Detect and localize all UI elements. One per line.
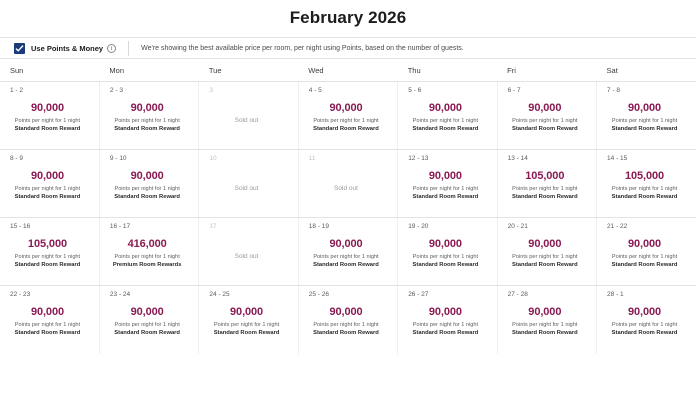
calendar-week-row: [0, 82, 696, 150]
points-per-night-label: Points per night for 1 night: [313, 118, 379, 124]
weekday-header-wed: Wed: [298, 59, 397, 82]
calendar-week-row: [0, 150, 696, 218]
sold-out-label: Sold out: [234, 185, 259, 192]
calendar-day-cell[interactable]: [497, 82, 596, 150]
day-price-block[interactable]: [100, 170, 194, 201]
points-per-night-label: Points per night for 1 night: [512, 322, 578, 328]
points-per-night-label: Points per night for 1 night: [611, 186, 678, 192]
points-amount: 90,000: [428, 102, 462, 114]
points-amount: 90,000: [329, 306, 363, 318]
calendar-day-cell[interactable]: [0, 218, 99, 286]
calendar-day-cell[interactable]: [99, 150, 198, 218]
day-range-label: 18 - 19: [308, 223, 330, 230]
info-icon[interactable]: i: [107, 44, 116, 53]
day-range-label: 26 - 27: [408, 291, 429, 298]
day-price-block[interactable]: [597, 170, 692, 201]
day-price-block[interactable]: [498, 238, 592, 269]
points-amount: 90,000: [30, 306, 64, 318]
reward-type-label: Standard Room Reward: [611, 262, 678, 268]
points-per-night-label: Points per night for 1 night: [313, 322, 379, 328]
calendar-day-cell[interactable]: [398, 82, 497, 150]
reward-type-label: Standard Room Reward: [313, 126, 379, 132]
day-cell-inner: [398, 218, 496, 285]
points-per-night-label: Points per night for 1 night: [14, 186, 81, 192]
points-amount: 90,000: [230, 306, 264, 318]
weekday-header-sun: Sun: [0, 59, 99, 82]
day-range-label: 3: [209, 87, 213, 94]
reward-type-label: Standard Room Reward: [213, 330, 280, 336]
calendar-day-cell[interactable]: [99, 286, 198, 354]
day-cell-inner: [0, 82, 99, 149]
day-cell-inner: [0, 218, 99, 285]
day-cell-inner: [100, 150, 198, 217]
day-price-block[interactable]: [398, 238, 492, 269]
points-per-night-label: Points per night for 1 night: [114, 254, 180, 260]
day-range-label: 14 - 15: [607, 155, 628, 162]
points-amount: 105,000: [27, 238, 67, 250]
sold-out-label: Sold out: [234, 117, 259, 124]
day-cell-inner: [100, 286, 198, 354]
points-per-night-label: Points per night for 1 night: [114, 118, 180, 124]
day-cell-inner: [597, 150, 696, 217]
points-amount: 90,000: [329, 102, 363, 114]
reward-type-label: Standard Room Reward: [114, 194, 180, 200]
weekday-header-thu: Thu: [398, 59, 497, 82]
day-price-block[interactable]: [100, 306, 194, 337]
checkmark-icon: [15, 44, 24, 53]
reward-type-label: Premium Room Rewards: [112, 262, 182, 268]
day-price-block[interactable]: [299, 238, 393, 269]
points-amount: 105,000: [525, 170, 565, 182]
day-cell-inner: [498, 286, 596, 354]
day-cell-inner: [299, 218, 397, 285]
calendar-day-cell[interactable]: [0, 286, 99, 354]
day-cell-inner: [498, 218, 596, 285]
day-cell-inner: [398, 286, 496, 354]
day-price-block[interactable]: [100, 102, 194, 133]
reward-type-label: Standard Room Reward: [412, 262, 479, 268]
calendar-day-cell: [199, 82, 298, 150]
points-description: We're showing the best available price per room, per night using Points, based on the number of guests.: [141, 44, 464, 52]
reward-type-label: Standard Room Reward: [14, 330, 81, 336]
availability-calendar: [0, 59, 696, 354]
use-points-and-money-bar: [0, 37, 696, 59]
points-per-night-label: Points per night for 1 night: [313, 254, 379, 260]
points-amount: 90,000: [627, 306, 662, 318]
calendar-day-cell[interactable]: [597, 218, 696, 286]
weekday-header-sat: Sat: [597, 59, 696, 82]
calendar-day-cell[interactable]: [597, 150, 696, 218]
day-range-label: 21 - 22: [607, 223, 628, 230]
weekday-header-fri: Fri: [497, 59, 596, 82]
day-price-block[interactable]: [398, 306, 492, 337]
divider: [128, 41, 129, 56]
use-points-checkbox[interactable]: [14, 43, 25, 54]
calendar-day-cell[interactable]: [398, 150, 497, 218]
points-per-night-label: Points per night for 1 night: [512, 186, 578, 192]
reward-type-label: Standard Room Reward: [14, 194, 81, 200]
day-cell-inner: [398, 150, 496, 217]
points-amount: 90,000: [528, 102, 562, 114]
day-cell-inner: [199, 218, 297, 285]
points-amount: 105,000: [624, 170, 665, 182]
day-price-block[interactable]: [498, 170, 592, 201]
day-price-block[interactable]: [597, 238, 692, 269]
use-points-label: Use Points & Money: [31, 43, 104, 53]
calendar-day-cell[interactable]: [597, 82, 696, 150]
day-price-block[interactable]: [498, 102, 592, 133]
calendar-day-cell[interactable]: [298, 82, 397, 150]
day-price-block[interactable]: [199, 306, 293, 337]
reward-type-label: Standard Room Reward: [611, 126, 678, 132]
points-amount: 90,000: [329, 238, 363, 250]
day-range-label: 6 - 7: [507, 87, 521, 94]
points-per-night-label: Points per night for 1 night: [611, 118, 678, 124]
day-range-label: 1 - 2: [10, 87, 24, 94]
reward-type-label: Standard Room Reward: [611, 330, 678, 336]
day-cell-inner: [199, 286, 297, 354]
day-price-block[interactable]: [299, 306, 393, 337]
points-amount: 90,000: [130, 102, 164, 114]
points-amount: 90,000: [627, 238, 662, 250]
points-amount: 90,000: [130, 306, 164, 318]
calendar-day-cell[interactable]: [398, 218, 497, 286]
day-price-block[interactable]: [0, 238, 95, 269]
day-cell-inner: [498, 150, 596, 217]
calendar-week-row: [0, 286, 696, 354]
weekday-header-row: [0, 59, 696, 82]
calendar-day-cell[interactable]: [497, 218, 596, 286]
day-range-label: 22 - 23: [10, 291, 31, 298]
day-range-label: 25 - 26: [308, 291, 330, 298]
day-cell-inner: [597, 82, 696, 149]
day-range-label: 2 - 3: [109, 87, 123, 94]
day-price-block[interactable]: [498, 306, 592, 337]
points-amount: 90,000: [30, 102, 64, 114]
points-per-night-label: Points per night for 1 night: [14, 118, 81, 124]
reward-type-label: Standard Room Reward: [511, 330, 578, 336]
reward-type-label: Standard Room Reward: [114, 330, 180, 336]
day-range-label: 27 - 28: [507, 291, 528, 298]
day-range-label: 13 - 14: [507, 155, 528, 162]
day-range-label: 12 - 13: [408, 155, 429, 162]
day-range-label: 20 - 21: [507, 223, 528, 230]
points-amount: 90,000: [627, 102, 662, 114]
reward-type-label: Standard Room Reward: [412, 330, 479, 336]
day-range-label: 24 - 25: [209, 291, 230, 298]
day-price-block[interactable]: [299, 102, 393, 133]
calendar-day-cell[interactable]: [298, 218, 397, 286]
points-per-night-label: Points per night for 1 night: [611, 254, 678, 260]
day-cell-inner: [398, 82, 496, 149]
day-range-label: 28 - 1: [607, 291, 624, 298]
points-per-night-label: Points per night for 1 night: [213, 322, 280, 328]
day-range-label: 15 - 16: [10, 223, 31, 230]
day-range-label: 5 - 6: [408, 87, 422, 94]
calendar-day-cell[interactable]: [0, 150, 99, 218]
weekday-header-mon: Mon: [99, 59, 198, 82]
points-per-night-label: Points per night for 1 night: [114, 186, 180, 192]
day-range-label: 19 - 20: [408, 223, 429, 230]
points-amount: 90,000: [528, 306, 562, 318]
day-range-label: 11: [308, 155, 316, 162]
reward-type-label: Standard Room Reward: [114, 126, 180, 132]
points-per-night-label: Points per night for 1 night: [412, 186, 479, 192]
day-range-label: 10: [209, 155, 217, 162]
calendar-day-cell[interactable]: [99, 218, 198, 286]
day-range-label: 7 - 8: [607, 87, 621, 94]
points-per-night-label: Points per night for 1 night: [412, 118, 479, 124]
calendar-day-cell[interactable]: [497, 150, 596, 218]
points-amount: 90,000: [428, 238, 462, 250]
sold-out-label: Sold out: [334, 185, 358, 192]
points-per-night-label: Points per night for 1 night: [412, 254, 479, 260]
reward-type-label: Standard Room Reward: [14, 262, 81, 268]
calendar-day-cell[interactable]: [0, 82, 99, 150]
reward-type-label: Standard Room Reward: [611, 194, 678, 200]
day-cell-inner: [498, 82, 596, 149]
day-range-label: 23 - 24: [109, 291, 131, 298]
reward-type-label: Standard Room Reward: [14, 126, 81, 132]
calendar-day-cell[interactable]: [398, 286, 497, 354]
points-per-night-label: Points per night for 1 night: [14, 254, 81, 260]
calendar-week-row: [0, 218, 696, 286]
day-cell-inner: [0, 150, 99, 217]
points-per-night-label: Points per night for 1 night: [611, 322, 678, 328]
sold-out-label: Sold out: [234, 253, 259, 260]
day-range-label: 4 - 5: [308, 87, 322, 94]
reward-type-label: Standard Room Reward: [412, 194, 479, 200]
points-per-night-label: Points per night for 1 night: [512, 254, 578, 260]
reward-type-label: Standard Room Reward: [313, 262, 379, 268]
day-range-label: 16 - 17: [109, 223, 131, 230]
calendar-day-cell: [199, 150, 298, 218]
calendar-day-cell: [298, 150, 397, 218]
day-cell-inner: [597, 218, 696, 285]
calendar-day-cell[interactable]: [597, 286, 696, 354]
reward-type-label: Standard Room Reward: [313, 330, 379, 336]
day-range-label: 17: [209, 223, 217, 230]
day-price-block[interactable]: [597, 306, 692, 337]
day-range-label: 9 - 10: [109, 155, 127, 162]
points-per-night-label: Points per night for 1 night: [114, 322, 180, 328]
calendar-day-cell[interactable]: [99, 82, 198, 150]
day-range-label: 8 - 9: [10, 155, 24, 162]
day-cell-inner: [0, 286, 99, 354]
points-amount: 90,000: [428, 170, 462, 182]
day-cell-inner: [100, 218, 198, 285]
page-title: February 2026: [289, 8, 407, 27]
day-cell-inner: [299, 286, 397, 354]
day-price-block[interactable]: [100, 238, 194, 269]
day-cell-inner: [597, 286, 696, 354]
points-per-night-label: Points per night for 1 night: [412, 322, 479, 328]
day-cell-inner: [199, 150, 297, 217]
calendar-day-cell[interactable]: [298, 286, 397, 354]
calendar-day-cell: [199, 218, 298, 286]
day-cell-inner: [299, 82, 397, 149]
points-amount: 416,000: [127, 238, 167, 250]
points-amount: 90,000: [528, 238, 562, 250]
points-amount: 90,000: [428, 306, 462, 318]
day-cell-inner: [100, 82, 198, 149]
day-price-block[interactable]: [398, 170, 492, 201]
points-per-night-label: Points per night for 1 night: [14, 322, 81, 328]
points-amount: 90,000: [30, 170, 64, 182]
points-per-night-label: Points per night for 1 night: [512, 118, 578, 124]
calendar-day-cell[interactable]: [199, 286, 298, 354]
day-price-block[interactable]: [597, 102, 692, 133]
reward-type-label: Standard Room Reward: [511, 126, 578, 132]
day-price-block[interactable]: [0, 102, 95, 133]
calendar-day-cell[interactable]: [497, 286, 596, 354]
day-price-block[interactable]: [0, 170, 95, 201]
points-amount: 90,000: [130, 170, 164, 182]
day-price-block[interactable]: [398, 102, 492, 133]
day-cell-inner: [199, 82, 297, 149]
weekday-header-tue: Tue: [199, 59, 298, 82]
reward-type-label: Standard Room Reward: [511, 194, 578, 200]
day-cell-inner: [299, 150, 397, 217]
day-price-block[interactable]: [0, 306, 95, 337]
reward-type-label: Standard Room Reward: [412, 126, 479, 132]
reward-type-label: Standard Room Reward: [511, 262, 578, 268]
